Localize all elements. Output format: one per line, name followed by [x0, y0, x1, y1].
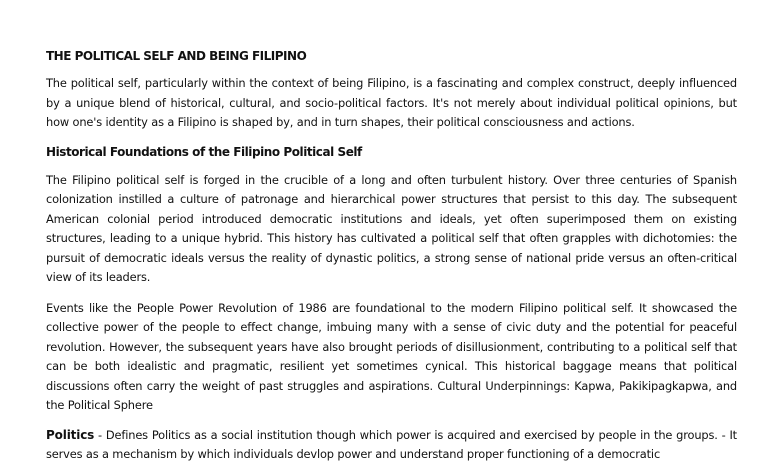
politics-definition-text: - Defines Politics as a social institution though which power is acquired and exercised by people in the groups. - It serves as a mechanism by which individuals devlop power and understand proper functioning of a democratic [46, 427, 737, 461]
intro-paragraph: The political self, particularly within the context of being Filipino, is a fascinating and complex construct, deeply influenced by a unique blend of historical, cultural, and socio-political factors. It's not merely about individual political opinions, but how one's identity as a Filipino is shaped by, and in turn shapes, their political consciousness and actions. [46, 76, 737, 129]
history-paragraph: The Filipino political self is forged in the crucible of a long and often turbulent history. Over three centuries of Spanish colonization instilled a culture of patronage and hierarchical power structures that persist to this day. The subsequent American colonial period introduced democratic institutions and ideals, yet often superimposed them on existing structures, leading to a unique hybrid. This history has cultivated a political self that often grapples with dichotomies: the pursuit of democratic ideals versus the reality of dynastic politics, a strong sense of national pride versus an often-critical view of its leaders. [46, 172, 737, 284]
politics-definition-paragraph [46, 426, 737, 465]
politics-term: Politics [46, 427, 95, 442]
people-power-paragraph: Events like the People Power Revolution of 1986 are foundational to the modern Filipino political self. It showcased the collective power of the people to effect change, imbuing many with a sense of civic duty and the potential for peaceful revolution. However, the subsequent years have also brought periods of disillusionment, contributing to a political self that can be both idealistic and pragmatic, resilient yet sometimes cynical. This historical baggage means that political discussions often carry the weight of past struggles and aspirations. Cultural Underpinnings: Kapwa, Pakikipagkapwa, and the Political Sphere [46, 300, 737, 412]
document-title: THE POLITICAL SELF AND BEING FILIPINO [46, 49, 307, 63]
document-body [46, 48, 737, 465]
section-heading: Historical Foundations of the Filipino Political Self [46, 144, 362, 159]
